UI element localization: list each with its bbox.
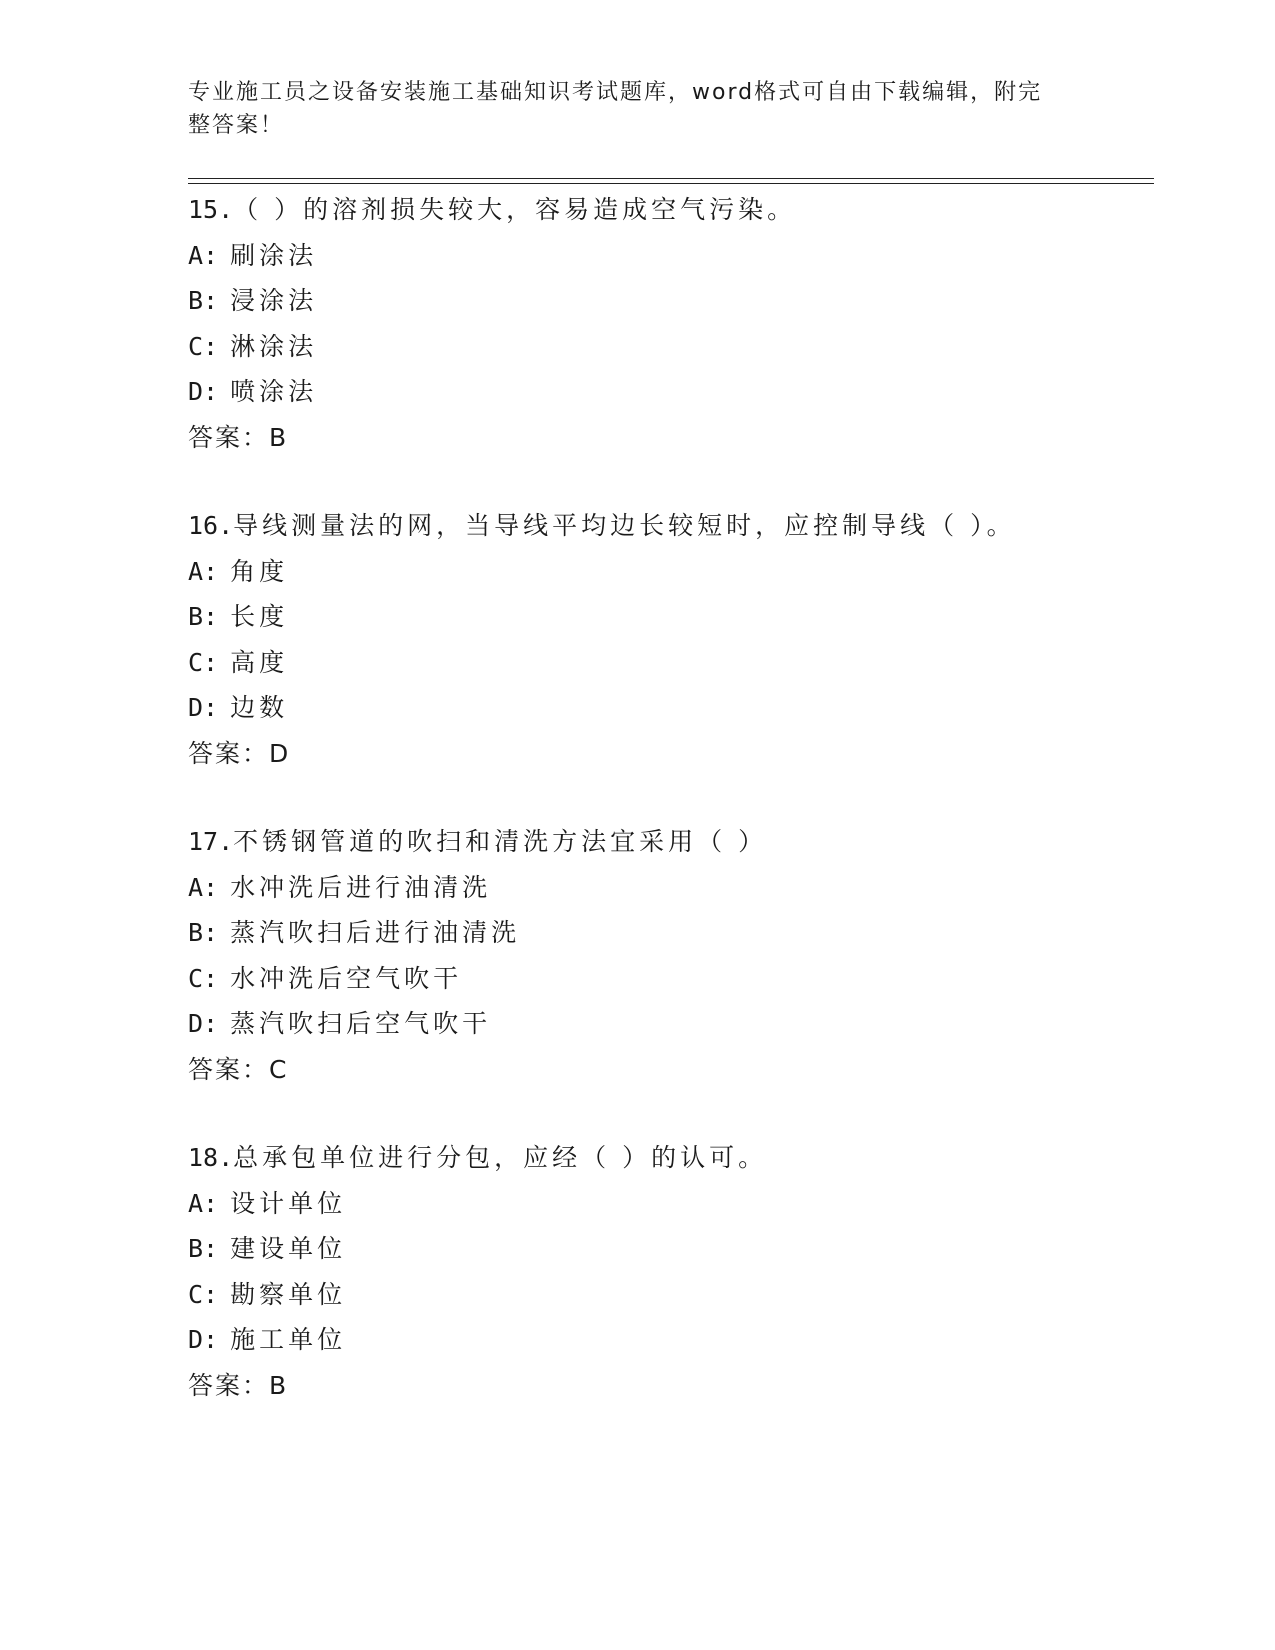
option-text: 浸涂法 [230, 286, 318, 315]
answer-label: 答案： [188, 738, 270, 768]
option-text: 喷涂法 [230, 377, 318, 406]
question-text: 总承包单位进行分包，应经（ ）的认可。 [233, 1143, 768, 1172]
question-stem [188, 819, 1148, 865]
question-16 [188, 503, 1148, 776]
option-b [188, 1226, 1148, 1272]
option-d [188, 685, 1148, 731]
question-stem [188, 187, 1148, 233]
option-key: D: [188, 693, 219, 722]
option-b [188, 910, 1148, 956]
option-key: D: [188, 1325, 219, 1354]
header-divider-top [188, 178, 1154, 179]
option-key: A: [188, 556, 219, 586]
option-text: 高度 [230, 647, 289, 677]
answer-line [188, 731, 1148, 777]
option-key: A: [188, 872, 219, 902]
question-text: （ ）的溶剂损失较大，容易造成空气污染。 [233, 195, 797, 224]
option-d [188, 1001, 1148, 1047]
answer-label: 答案： [188, 1054, 270, 1084]
question-text: 不锈钢管道的吹扫和清洗方法宜采用（ ） [233, 827, 768, 856]
option-key: C: [188, 647, 219, 677]
option-a [188, 233, 1148, 279]
answer-line [188, 1363, 1148, 1409]
answer-value: B [269, 422, 287, 452]
option-a [188, 549, 1148, 595]
answer-line [188, 415, 1148, 461]
option-key: C: [188, 963, 219, 993]
answer-value: C [269, 1054, 287, 1084]
option-key: B: [188, 918, 219, 947]
header-divider-bottom [188, 183, 1154, 184]
option-text: 淋涂法 [230, 331, 318, 361]
option-key: B: [188, 286, 219, 315]
option-text: 水冲洗后进行油清洗 [230, 872, 492, 902]
header-line-1: 专业施工员之设备安装施工基础知识考试题库，word格式可自由下载编辑，附完 [188, 80, 1043, 105]
option-a [188, 1181, 1148, 1227]
question-15 [188, 187, 1148, 460]
answer-label: 答案： [188, 1370, 270, 1400]
question-18 [188, 1135, 1148, 1408]
option-text: 蒸汽吹扫后进行油清洗 [230, 918, 521, 947]
option-key: C: [188, 1279, 219, 1309]
question-text: 导线测量法的网，当导线平均边长较短时，应控制导线（ ）。 [233, 511, 1016, 540]
question-stem [188, 503, 1148, 549]
option-key: D: [188, 1009, 219, 1038]
option-key: A: [188, 1188, 219, 1218]
option-key: A: [188, 240, 219, 270]
option-d [188, 369, 1148, 415]
option-key: B: [188, 1234, 219, 1263]
option-text: 水冲洗后空气吹干 [230, 963, 463, 993]
answer-label: 答案： [188, 422, 270, 452]
option-c [188, 640, 1148, 686]
question-stem [188, 1135, 1148, 1181]
option-text: 长度 [230, 602, 289, 631]
question-number: 16. [188, 511, 234, 540]
option-c [188, 956, 1148, 1002]
option-b [188, 278, 1148, 324]
option-text: 设计单位 [230, 1188, 347, 1218]
option-key: C: [188, 331, 219, 361]
document-header [188, 76, 1068, 142]
option-c [188, 1272, 1148, 1318]
option-key: D: [188, 377, 219, 406]
option-text: 施工单位 [230, 1325, 347, 1354]
header-line-2: 整答案！ [188, 113, 285, 138]
answer-line [188, 1047, 1148, 1093]
question-number: 15. [188, 195, 234, 224]
option-d [188, 1317, 1148, 1363]
option-c [188, 324, 1148, 370]
question-17 [188, 819, 1148, 1092]
option-text: 角度 [230, 556, 289, 586]
question-number: 17. [188, 827, 234, 856]
option-text: 勘察单位 [230, 1279, 347, 1309]
option-text: 蒸汽吹扫后空气吹干 [230, 1009, 492, 1038]
question-number: 18. [188, 1143, 234, 1172]
option-b [188, 594, 1148, 640]
option-key: B: [188, 602, 219, 631]
option-text: 刷涂法 [230, 240, 318, 270]
option-a [188, 865, 1148, 911]
answer-value: D [269, 738, 289, 768]
answer-value: B [269, 1370, 287, 1400]
option-text: 建设单位 [230, 1234, 347, 1263]
option-text: 边数 [230, 693, 289, 722]
